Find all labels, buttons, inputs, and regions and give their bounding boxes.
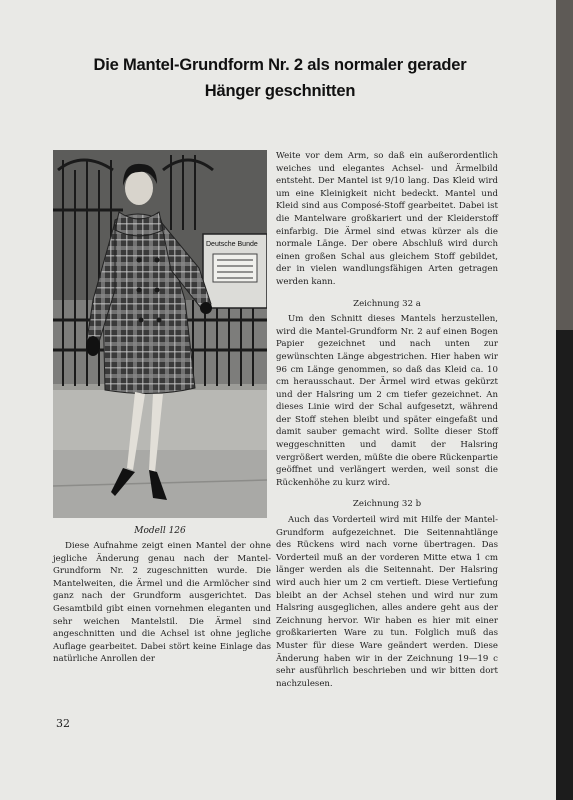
continuation-paragraph: Weite vor dem Arm, so daß ein außerordentlich weiches und elegantes Achsel- und Ärmelbild entsteht. Der Mantel ist 9/10 lang. Das Kleid wird um eine Kleinigkeit nicht bedeckt. Mantel und Kleid sind aus Composé-Stoff gearbeitet. Dabei ist die Mantelware großkariert und der Kleiderstoff einfarbig. Die Ärmel sind etwas kürzer als die normale Länge. Der obere Abschluß wird durch einen großen Schal aus gleichem Stoff gebildet, der in vielen wandlungsfähigen Arten getragen werden kann. — [276, 151, 498, 287]
next-page-edge — [556, 0, 573, 800]
paragraph-32b: Auch das Vorderteil wird mit Hilfe der Mantel-Grundform aufgezeichnet. Die Seitennahtlänge des Rückens wird nach vorne übertragen. Das Vorderteil muß an der vorderen Mitte etwa 1 cm länger werden als die Seitennaht. Der Halsring wird auch hier um 2 cm vertieft. Diese Vertiefung bleibt an der Achsel stehen und wird nur zum Halsring ausgeglichen, alles andere geht aus der Zeichnung hervor. Wir haben es hier mit einer großkarierten Ware zu tun. Folglich muß das Muster für diese Ware geändert werden. Diese Änderung haben wir in der Zeichnung 19—19 c sehr ausführlich beschrieben und wir bitten dort nachzulesen. — [276, 515, 498, 689]
page-title — [60, 52, 500, 104]
next-page-photo-strip — [556, 0, 573, 330]
paragraph-32a: Um den Schnitt dieses Mantels herzustellen, wird die Mantel-Grundform Nr. 2 auf einen Bogen Papier gezeichnet und nach unten zur gewünschten Länge abgestrichen. Hier haben wir 96 cm Länge genommen, so daß das Kleid ca. 10 cm herausschaut. Der Ärmel wird etwas gekürzt und der Halsring um 2 cm tiefer gezeichnet. An dieses Linie wird der Schal aufgesetzt, während der Stoff stehen bleibt und später eingefaßt und damit sauber gemacht wird. Sollte dieser Stoff weggeschnitten und damit der Halsring vergrößert werden, müßte die obere Rückenpartie geöffnet und verlängert werden, weil sonst die Rückenhöhe zu kurz wird. — [276, 314, 498, 488]
photo-caption: Modell 126 — [134, 526, 186, 536]
title-line-1: Die Mantel-Grundform Nr. 2 als normaler gerader — [93, 56, 467, 74]
page-number: 32 — [56, 717, 70, 730]
heading-zeichnung-32a: Zeichnung 32 a — [353, 298, 421, 309]
sign-text: Deutsche Bunde — [206, 241, 258, 248]
fashion-photo — [53, 150, 267, 518]
title-line-2: Hänger geschnitten — [204, 82, 356, 100]
left-paragraph: Diese Aufnahme zeigt einen Mantel der ohne jegliche Änderung genau nach der Mantel-Grundform Nr. 2 zugeschnitten wurde. Die Mantelweiten, die Ärmel und die Armlöcher sind ganz nach der Grundform ausgerichtet. Das Gesamtbild gibt einen vornehmen eleganten und sehr weichen Mantelstil. Die Ärmel sind angeschnitten und die Achsel ist ohne jegliche Auflage gearbeitet. Dabei stört keine Einlage das natürliche Anrollen der — [53, 541, 271, 665]
right-text-column — [276, 150, 498, 690]
heading-zeichnung-32b: Zeichnung 32 b — [352, 499, 422, 510]
photo-illustration — [53, 150, 267, 518]
left-text-column — [53, 540, 271, 666]
